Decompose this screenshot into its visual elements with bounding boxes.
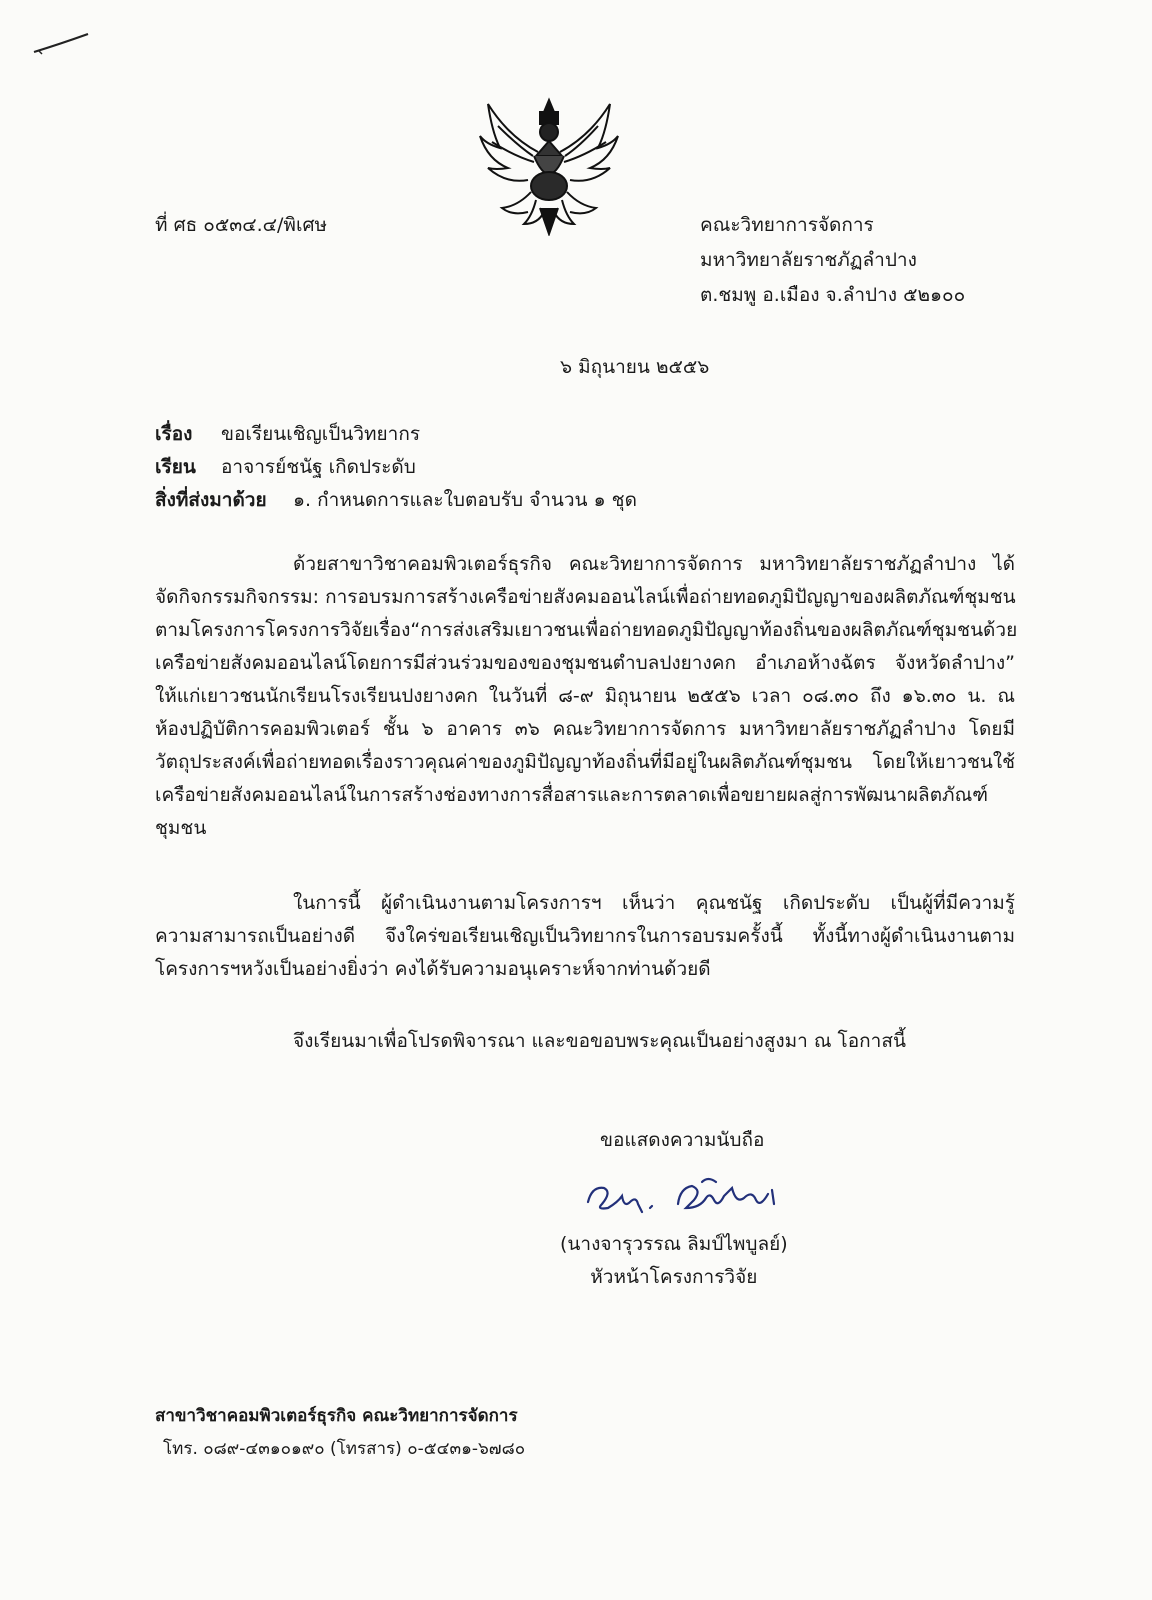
footer-contact <box>155 1400 525 1466</box>
enclosure-row <box>155 484 637 517</box>
signature <box>582 1168 792 1228</box>
letter-date: ๖ มิถุนายน ๒๕๕๖ <box>560 356 710 378</box>
address-line: มหาวิทยาลัยราชภัฏลำปาง <box>700 249 917 271</box>
paragraph-line: ให้แก่เยาวชนนักเรียนโรงเรียนปงยางคก ในวันที่ ๘-๙ มิถุนายน ๒๕๕๖ เวลา ๐๘.๓๐ ถึง ๑๖.๓๐ น. ณ <box>155 685 1015 707</box>
signer-title: หัวหน้าโครงการวิจัย <box>590 1266 758 1288</box>
paragraph-line: ความสามารถเป็นอย่างดี จึงใคร่ขอเรียนเชิญเป็นวิทยากรในการอบรมครั้งนี้ ทั้งนี้ทางผู้ดำเนินงานตาม <box>155 925 1015 947</box>
sender-address <box>700 208 965 313</box>
enclosure-text: ๑. กำหนดการและใบตอบรับ จำนวน ๑ ชุด <box>293 489 637 511</box>
enclosure-label: สิ่งที่ส่งมาด้วย <box>155 489 267 511</box>
paragraph-line: วัตถุประสงค์เพื่อถ่ายทอดเรื่องราวคุณค่าของภูมิปัญญาท้องถิ่นที่มีอยู่ในผลิตภัณฑ์ชุมชน โดยให้เยาวชนใช้ <box>155 751 1015 773</box>
body-paragraph-3 <box>155 1025 1015 1058</box>
paragraph-line: ในการนี้ ผู้ดำเนินงานตามโครงการฯ เห็นว่า คุณชนัฐ เกิดประดับ เป็นผู้ที่มีความรู้ <box>293 892 1015 914</box>
subject-label: เรื่อง <box>155 423 193 445</box>
address-line: ต.ชมพู อ.เมือง จ.ลำปาง ๕๒๑๐๐ <box>700 284 966 306</box>
recipient-row <box>155 451 637 484</box>
signer-name: (นางจารุวรรณ ลิมป์ไพบูลย์) <box>560 1233 788 1255</box>
letter-header <box>155 418 637 517</box>
paragraph-line: จัดกิจกรรมกิจกรรม: การอบรมการสร้างเครือข่ายสังคมออนไลน์เพื่อถ่ายทอดภูมิปัญญาของผลิตภัณฑ์ชุมชน <box>155 586 1016 608</box>
paragraph-line: เครือข่ายสังคมออนไลน์ในการสร้างช่องทางการสื่อสารและการตลาดเพื่อขยายผลสู่การพัฒนาผลิตภัณฑ์ <box>155 784 988 806</box>
paragraph-line: ชุมชน <box>155 817 207 839</box>
garuda-emblem-icon <box>478 96 620 236</box>
body-paragraph-1 <box>155 548 1018 845</box>
paragraph-line: ห้องปฏิบัติการคอมพิวเตอร์ ชั้น ๖ อาคาร ๓๖ คณะวิทยาการจัดการ มหาวิทยาลัยราชภัฏลำปาง โดยมี <box>155 718 1015 740</box>
paragraph-line: โครงการฯหวังเป็นอย่างยิ่งว่า คงได้รับความอนุเคราะห์จากท่านด้วยดี <box>155 958 711 980</box>
recipient-text: อาจารย์ชนัฐ เกิดประดับ <box>221 456 416 478</box>
subject-text: ขอเรียนเชิญเป็นวิทยากร <box>221 423 421 445</box>
recipient-label: เรียน <box>155 456 196 478</box>
paragraph-line: ด้วยสาขาวิชาคอมพิวเตอร์ธุรกิจ คณะวิทยาการจัดการ มหาวิทยาลัยราชภัฏลำปาง ได้ <box>293 553 1015 575</box>
footer-department: สาขาวิชาคอมพิวเตอร์ธุรกิจ คณะวิทยาการจัดการ <box>155 1406 518 1426</box>
closing-salutation: ขอแสดงความนับถือ <box>600 1129 765 1151</box>
pen-mark-icon <box>30 28 100 58</box>
footer-phone: โทร. ๐๘๙-๔๓๑๐๑๙๐ (โทรสาร) ๐-๕๔๓๑-๖๗๘๐ <box>163 1439 526 1459</box>
body-paragraph-2 <box>155 887 1015 986</box>
reference-number: ที่ ศธ ๐๕๓๔.๔/พิเศษ <box>155 214 328 236</box>
paragraph-line: ตามโครงการโครงการวิจัยเรื่อง“การส่งเสริมเยาวชนเพื่อถ่ายทอดภูมิปัญญาท้องถิ่นของผลิตภัณฑ์ชุมชนด้วย <box>155 619 1018 641</box>
paragraph-line: จึงเรียนมาเพื่อโปรดพิจารณา และขอขอบพระคุณเป็นอย่างสูงมา ณ โอกาสนี้ <box>293 1030 906 1052</box>
subject-row <box>155 418 637 451</box>
paragraph-line: เครือข่ายสังคมออนไลน์โดยการมีส่วนร่วมของของชุมชนตำบลปงยางคก อำเภอห้างฉัตร จังหวัดลำปาง” <box>155 652 1015 674</box>
signer-block <box>560 1228 788 1294</box>
address-line: คณะวิทยาการจัดการ <box>700 214 874 236</box>
